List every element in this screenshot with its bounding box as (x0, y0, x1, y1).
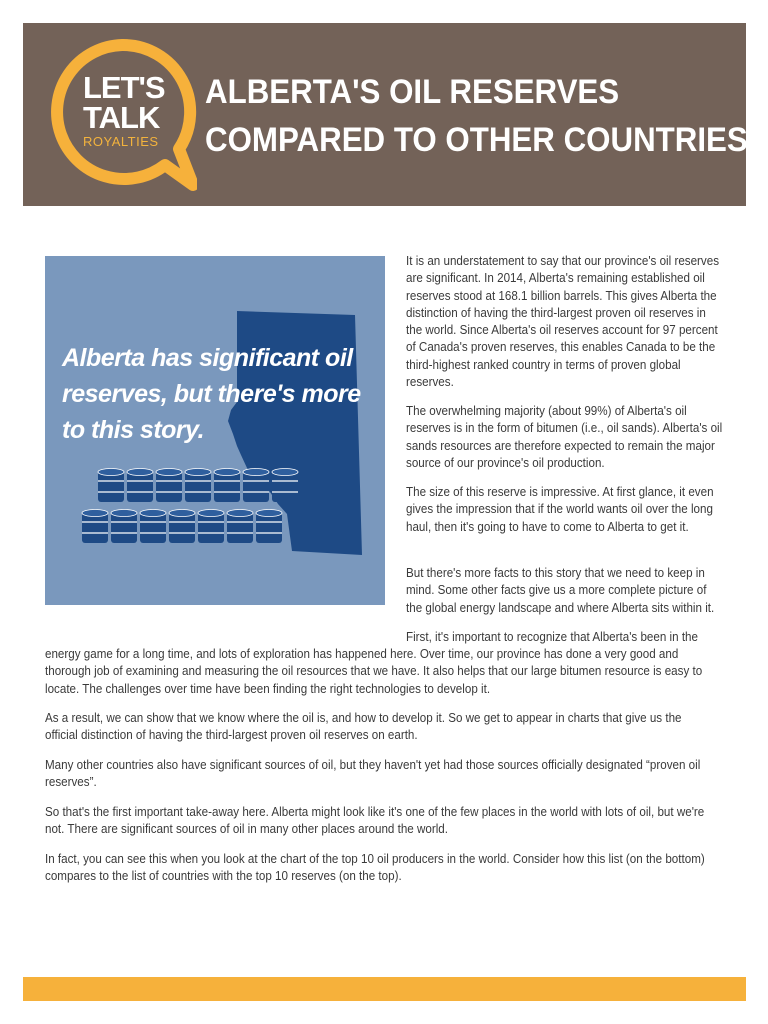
paragraph-9: In fact, you can see this when you look at the chart of the top 10 oil producers in the world. Consider how this list (on the bottom) compares to the list of countries with the top 10 reserves (on the top). (45, 852, 705, 884)
lets-talk-royalties-logo (47, 37, 197, 195)
paragraph-2: The overwhelming majority (about 99%) of Alberta's oil reserves is in the form of bitumen (i.e., oil sands). Alberta's oil sands resources are therefore expected to remain the major source of our province's oil production. (406, 404, 723, 470)
paragraph-5-start: First, it's important to recognize that Alberta's been in the (406, 630, 698, 644)
oil-barrel-icon (242, 468, 270, 505)
oil-barrel-icon (197, 509, 225, 546)
oil-barrel-icon (110, 509, 138, 546)
title-line-1: ALBERTA'S OIL RESERVES (205, 73, 620, 111)
oil-barrel-icon (271, 468, 299, 505)
paragraph-3: The size of this reserve is impressive. At first glance, it even gives the impression that if the world wants oil over the long haul, then it's going to have to come to Alberta to get it. (406, 485, 714, 534)
oil-barrel-icon (226, 509, 254, 546)
paragraph-8: So that's the first important take-away here. Alberta might look like it's one of the few places in the world with lots of oil, but we're not. There are significant sources of oil in many other places around the world. (45, 805, 705, 837)
oil-barrel-icon (97, 468, 125, 505)
oil-barrel-icon (139, 509, 167, 546)
page-title (205, 68, 748, 164)
paragraph-7: Many other countries also have significant sources of oil, but they haven't yet had those sources officially designated “proven oil reserves”. (45, 758, 701, 790)
paragraph-6: As a result, we can show that we know where the oil is, and how to develop it. So we get to appear in charts that give us the official distinction of having the third-largest proven oil reserves on earth. (45, 711, 682, 743)
logo-line-lets: LET'S (83, 70, 165, 105)
infographic-caption: Alberta has significant oil reserves, but there's more to this story. (62, 344, 361, 444)
oil-barrel-icon (126, 468, 154, 505)
paragraph-1: It is an understatement to say that our province's oil reserves are significant. In 2014, Alberta's remaining established oil reserves stood at 168.1 billion barrels. This gives Alberta the distinction of having the third-largest proven oil reserves in the world. Since Alberta's oil reserves account for 97 percent of Canada's proven reserves, this enables Canada to be the third-highest ranked country in terms of proven global reserves. (406, 254, 720, 390)
logo-line-talk: TALK (83, 100, 160, 135)
oil-barrel-icon (155, 468, 183, 505)
paragraph-5-continued: energy game for a long time, and lots of exploration has happened here. Over time, our province has done a very good and thorough job of examining and measuring the oil resources that we have. It also helps that our large bitumen resource is easy to locate. The challenges over time have been finding the right technologies to develop it. (45, 647, 703, 696)
title-line-2: COMPARED TO OTHER COUNTRIES (205, 121, 748, 159)
paragraph-4: But there's more facts to this story that we need to keep in mind. Some other facts give us a more complete picture of the global energy landscape and where Alberta sits within it. (406, 566, 715, 615)
logo-line-royalties: ROYALTIES (83, 134, 159, 149)
oil-barrel-icon (213, 468, 241, 505)
alberta-infographic (45, 256, 385, 605)
oil-barrel-icon (184, 468, 212, 505)
footer-bar (23, 977, 746, 1001)
oil-barrel-icon (81, 509, 109, 546)
oil-barrel-icon (168, 509, 196, 546)
header-banner (23, 23, 746, 206)
oil-barrel-icon (255, 509, 283, 546)
